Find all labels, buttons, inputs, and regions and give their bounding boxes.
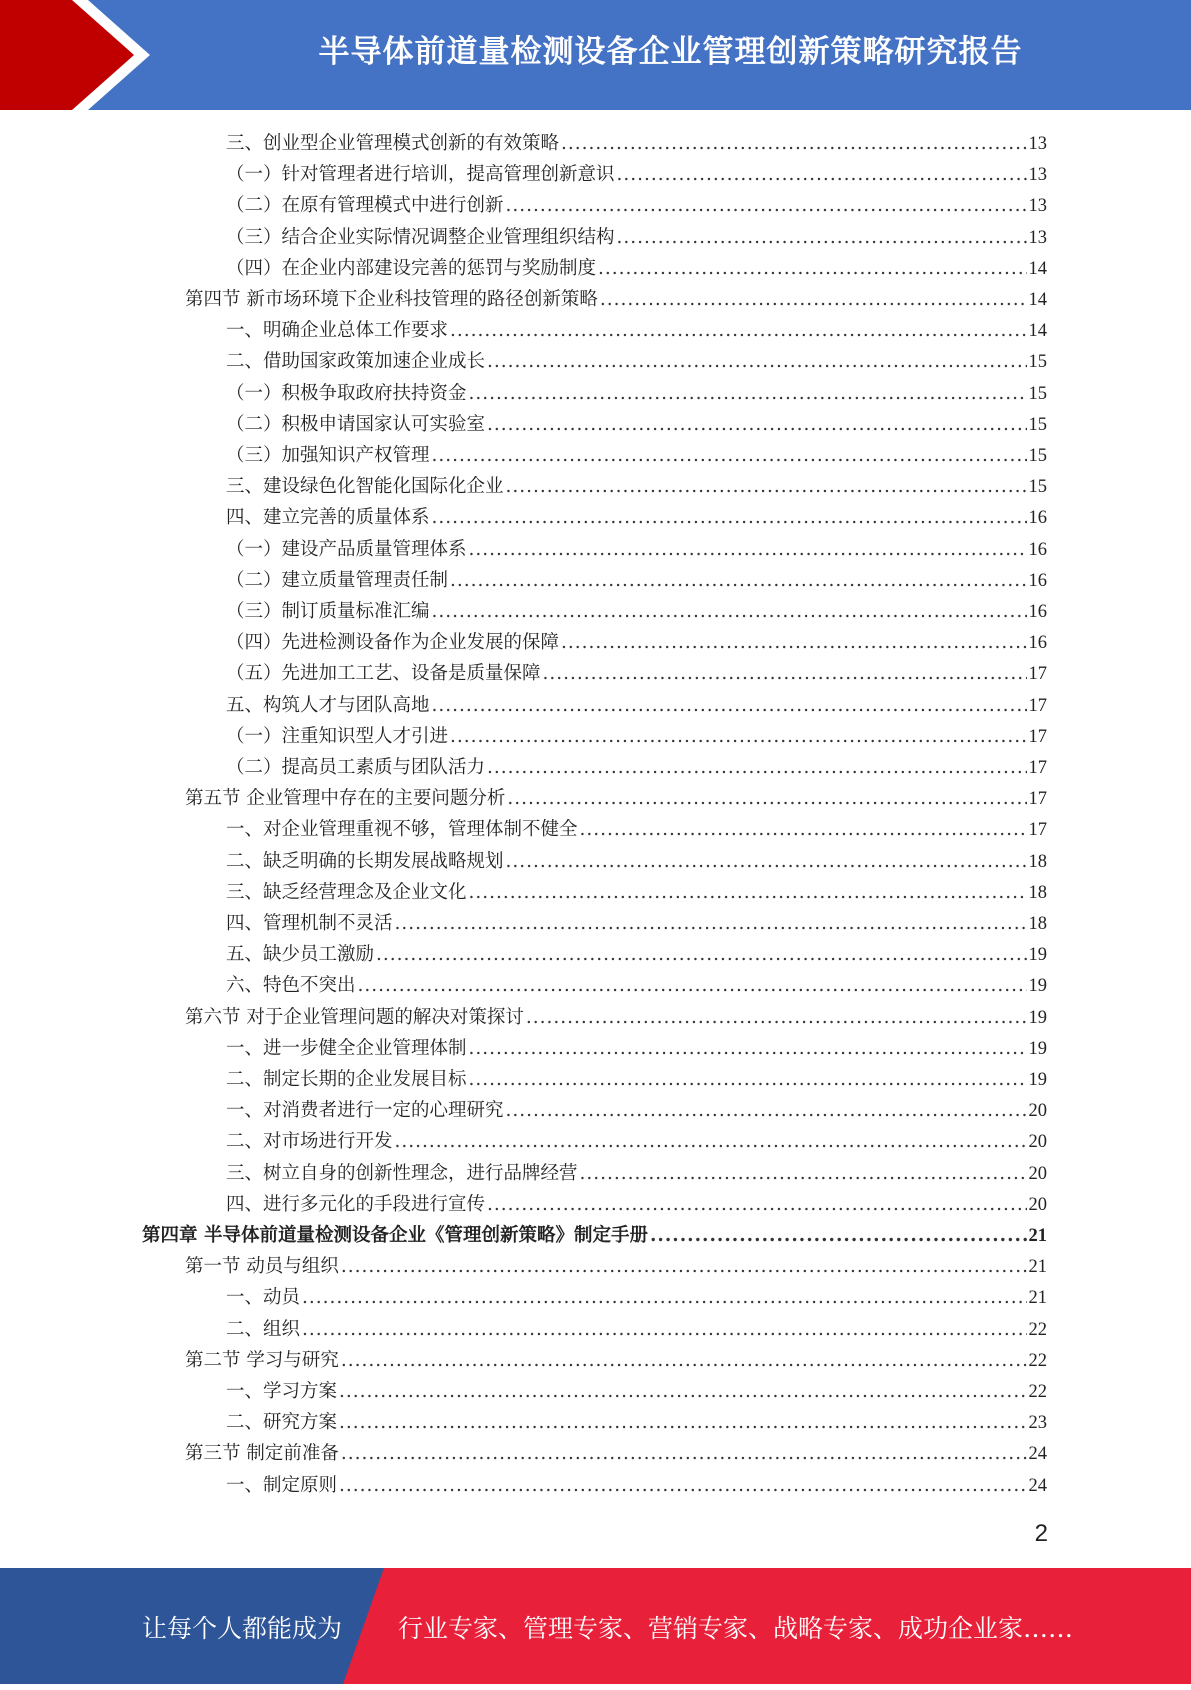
toc-entry-page: 21 (1028, 1288, 1047, 1309)
toc-entry-page: 15 (1028, 414, 1047, 435)
toc-entry[interactable] (226, 596, 1047, 627)
toc-leader-dots (450, 721, 1026, 752)
toc-entry-title: 一、进一步健全企业管理体制 (226, 1037, 467, 1059)
toc-entry-title: 四、建立完善的质量体系 (226, 507, 430, 529)
toc-leader-dots (358, 970, 1027, 1001)
toc-entry[interactable] (226, 222, 1047, 253)
toc-leader-dots (487, 346, 1026, 377)
toc-entry-page: 16 (1028, 633, 1047, 654)
toc-entry-title: （三）加强知识产权管理 (226, 445, 430, 466)
toc-leader-dots (432, 502, 1027, 533)
toc-entry-title: 五、构筑人才与团队高地 (226, 694, 430, 716)
toc-entry-page: 19 (1028, 1070, 1047, 1090)
toc-entry-title: （三）制订质量标准汇编 (226, 601, 430, 622)
toc-entry[interactable] (226, 534, 1047, 565)
toc-entry[interactable] (185, 284, 1047, 315)
toc-entry-page: 18 (1028, 851, 1047, 872)
toc-entry-title: 一、明确企业总体工作要求 (226, 320, 449, 342)
toc-entry-page: 18 (1028, 882, 1047, 903)
toc-entry-title: （三）结合企业实际情况调整企业管理组织结构 (226, 226, 615, 248)
toc-entry[interactable] (226, 565, 1047, 596)
toc-entry-title: 二、研究方案 (226, 1412, 338, 1434)
toc-entry-page: 24 (1028, 1475, 1047, 1496)
toc-entry-page: 20 (1028, 1101, 1047, 1122)
toc-entry[interactable] (226, 1126, 1047, 1157)
toc-entry-title: 第一节 动员与组织 (185, 1256, 339, 1278)
toc-entry[interactable] (226, 939, 1047, 970)
toc-leader-dots (302, 1282, 1026, 1313)
toc-entry-title: （一）建设产品质量管理体系 (226, 538, 467, 560)
toc-entry[interactable] (226, 1470, 1047, 1501)
toc-entry[interactable] (226, 1095, 1047, 1126)
toc-leader-dots (506, 471, 1027, 502)
toc-entry-title: 一、对消费者进行一定的心理研究 (226, 1100, 504, 1122)
toc-entry-title: 第六节 对于企业管理问题的解决对策探讨 (185, 1006, 524, 1028)
toc-leader-dots (507, 783, 1026, 814)
toc-entry-title: （一）注重知识型人才引进 (226, 725, 449, 747)
report-title: 半导体前道量检测设备企业管理创新策略研究报告 (318, 34, 1023, 70)
toc-entry-page: 15 (1028, 477, 1047, 498)
toc-entry-page: 15 (1028, 446, 1047, 466)
toc-entry-page: 17 (1028, 726, 1047, 747)
toc-entry-page: 20 (1028, 1163, 1047, 1184)
toc-entry-page: 16 (1028, 602, 1047, 622)
toc-leader-dots (600, 284, 1027, 315)
toc-entry[interactable] (226, 1282, 1047, 1313)
toc-leader-dots (487, 752, 1026, 783)
toc-entry-title: 第四节 新市场环境下企业科技管理的路径创新策略 (185, 289, 598, 310)
footer-slogan-right: 行业专家、管理专家、营销专家、战略专家、成功企业家…… (398, 1614, 1074, 1643)
toc-entry-title: 一、动员 (226, 1287, 301, 1309)
toc-entry[interactable] (226, 752, 1047, 783)
toc-entry[interactable] (226, 908, 1047, 939)
toc-entry-page: 17 (1028, 664, 1047, 685)
toc-entry-page: 16 (1028, 539, 1047, 560)
toc-entry[interactable] (226, 253, 1047, 284)
toc-leader-dots (339, 1376, 1026, 1407)
toc-leader-dots (341, 1345, 1027, 1376)
toc-entry-page: 17 (1028, 820, 1047, 841)
toc-leader-dots (580, 1158, 1027, 1189)
toc-leader-dots (580, 814, 1027, 845)
toc-leader-dots (469, 378, 1027, 409)
toc-entry-page: 24 (1028, 1444, 1047, 1465)
toc-leader-dots (339, 1470, 1026, 1501)
toc-leader-dots (469, 1064, 1027, 1095)
toc-entry-page: 19 (1028, 1007, 1047, 1028)
toc-entry-title: （一）针对管理者进行培训，提高管理创新意识 (226, 164, 615, 186)
toc-leader-dots (450, 565, 1026, 596)
toc-entry-title: 三、缺乏经营理念及企业文化 (226, 881, 467, 903)
page-number: 2 (1034, 1520, 1048, 1547)
toc-entry-title: 四、进行多元化的手段进行宣传 (226, 1193, 486, 1215)
toc-entry-page: 13 (1028, 165, 1047, 186)
toc-entry-title: 二、制定长期的企业发展目标 (226, 1069, 467, 1090)
toc-entry[interactable] (226, 721, 1047, 752)
toc-entry-page: 13 (1028, 134, 1047, 154)
toc-entry-title: 一、对企业管理重视不够，管理体制不健全 (226, 819, 578, 841)
toc-entry[interactable] (226, 1033, 1047, 1064)
toc-entry-page: 15 (1028, 352, 1047, 373)
toc-entry[interactable] (226, 440, 1047, 471)
toc-entry-page: 20 (1028, 1194, 1047, 1215)
toc-entry-title: （二）提高员工素质与团队活力 (226, 757, 486, 778)
toc-leader-dots (526, 1002, 1027, 1033)
toc-entry-title: 第三节 制定前准备 (185, 1443, 339, 1465)
toc-leader-dots (469, 877, 1027, 908)
toc-leader-dots (561, 128, 1026, 159)
toc-entry-title: 四、管理机制不灵活 (226, 913, 393, 934)
toc-leader-dots (450, 315, 1026, 346)
toc-entry-page: 13 (1028, 227, 1047, 248)
toc-entry[interactable] (185, 783, 1047, 814)
toc-entry-page: 14 (1028, 290, 1047, 310)
toc-entry-title: 五、缺少员工激励 (226, 944, 375, 966)
toc-entry-page: 14 (1028, 258, 1047, 279)
toc-entry-title: 二、组织 (226, 1318, 301, 1340)
toc-entry-title: （五）先进加工工艺、设备是质量保障 (226, 663, 541, 685)
toc-entry-title: 二、借助国家政策加速企业成长 (226, 351, 486, 373)
toc-entry[interactable] (226, 846, 1047, 877)
toc-entry-page: 19 (1028, 1038, 1047, 1059)
toc-entry-page: 18 (1028, 914, 1047, 934)
toc-entry-page: 17 (1028, 758, 1047, 778)
toc-entry-title: 三、树立自身的创新性理念，进行品牌经营 (226, 1162, 578, 1184)
toc-entry[interactable] (226, 159, 1047, 190)
toc-entry-page: 21 (1028, 1257, 1047, 1278)
toc-leader-dots (469, 534, 1027, 565)
toc-entry-page: 16 (1028, 508, 1047, 529)
toc-leader-dots (469, 1033, 1027, 1064)
toc-entry[interactable] (226, 128, 1047, 159)
toc-entry-title: （二）积极申请国家认可实验室 (226, 413, 486, 435)
toc-leader-dots (487, 1189, 1026, 1220)
toc-entry-title: （一）积极争取政府扶持资金 (226, 382, 467, 404)
toc-leader-dots (506, 1095, 1027, 1126)
toc-entry[interactable] (226, 1189, 1047, 1220)
toc-entry-title: 三、建设绿色化智能化国际化企业 (226, 476, 504, 498)
toc-entry-page: 22 (1028, 1350, 1047, 1371)
toc-entry[interactable] (226, 315, 1047, 346)
toc-leader-dots (395, 908, 1027, 939)
toc-leader-dots (302, 1314, 1026, 1345)
toc-entry-page: 21 (1028, 1226, 1047, 1246)
toc-entry-page: 19 (1028, 945, 1047, 966)
toc-entry-title: 第二节 学习与研究 (185, 1349, 339, 1371)
toc-entry[interactable] (185, 1345, 1047, 1376)
toc-leader-dots (543, 658, 1027, 689)
toc-entry[interactable] (226, 190, 1047, 221)
toc-entry-page: 17 (1028, 789, 1047, 810)
toc-entry[interactable] (226, 346, 1047, 377)
toc-entry-title: 一、学习方案 (226, 1381, 338, 1402)
toc-entry-title: （四）先进检测设备作为企业发展的保障 (226, 632, 560, 654)
toc-leader-dots (487, 409, 1026, 440)
toc-leader-dots (341, 1251, 1027, 1282)
toc-entry[interactable] (226, 1158, 1047, 1189)
toc-entry[interactable] (226, 877, 1047, 908)
toc-entry-title: 第四章 半导体前道量检测设备企业《管理创新策略》制定手册 (142, 1225, 648, 1246)
toc-entry[interactable] (226, 658, 1047, 689)
toc-entry[interactable] (185, 1251, 1047, 1282)
toc-entry-page: 17 (1028, 695, 1047, 716)
toc-entry[interactable] (226, 627, 1047, 658)
toc-leader-dots (650, 1220, 1027, 1251)
toc-entry-title: 三、创业型企业管理模式创新的有效策略 (226, 133, 560, 154)
toc-entry-page: 19 (1028, 976, 1047, 997)
toc-entry[interactable] (226, 814, 1047, 845)
toc-entry-page: 23 (1028, 1413, 1047, 1434)
page-header (0, 0, 1191, 110)
footer-slogan-left: 让每个人都能成为 (142, 1614, 343, 1643)
toc-entry[interactable] (185, 1002, 1047, 1033)
toc-entry-page: 13 (1028, 196, 1047, 217)
toc-leader-dots (506, 190, 1027, 221)
toc-entry[interactable] (185, 1438, 1047, 1469)
toc-entry[interactable] (226, 970, 1047, 1001)
toc-leader-dots (506, 846, 1027, 877)
toc-entry-page: 16 (1028, 570, 1047, 591)
page-footer (0, 1568, 1191, 1684)
toc-entry[interactable] (226, 409, 1047, 440)
toc-entry-title: （二）建立质量管理责任制 (226, 569, 449, 591)
toc-entry-title: 一、制定原则 (226, 1474, 338, 1496)
toc-entry-title: 六、特色不突出 (226, 975, 356, 997)
toc-leader-dots (617, 222, 1027, 253)
toc-entry[interactable] (226, 502, 1047, 533)
toc-entry-page: 22 (1028, 1319, 1047, 1340)
toc-entry-page: 14 (1028, 321, 1047, 342)
toc-entry[interactable] (226, 1376, 1047, 1407)
toc-entry-title: （二）在原有管理模式中进行创新 (226, 195, 504, 217)
toc-leader-dots (432, 690, 1027, 721)
toc-leader-dots (561, 627, 1026, 658)
toc-entry-page: 15 (1028, 383, 1047, 404)
toc-leader-dots (395, 1126, 1027, 1157)
toc-leader-dots (432, 596, 1027, 627)
toc-entry[interactable] (226, 690, 1047, 721)
toc-leader-dots (341, 1438, 1027, 1469)
toc-entry[interactable] (226, 378, 1047, 409)
toc-entry-page: 20 (1028, 1132, 1047, 1153)
toc-entry[interactable] (226, 1407, 1047, 1438)
toc-entry-title: 第五节 企业管理中存在的主要问题分析 (185, 788, 506, 810)
toc-leader-dots (339, 1407, 1026, 1438)
toc-entry-title: （四）在企业内部建设完善的惩罚与奖励制度 (226, 257, 597, 279)
toc-leader-dots (617, 159, 1027, 190)
toc-leader-dots (598, 253, 1026, 284)
toc-leader-dots (376, 939, 1026, 970)
toc-entry[interactable] (226, 1064, 1047, 1095)
toc-entry-title: 二、对市场进行开发 (226, 1131, 393, 1153)
toc-entry[interactable] (142, 1220, 1047, 1251)
toc-entry-title: 二、缺乏明确的长期发展战略规划 (226, 850, 504, 872)
toc-entry[interactable] (226, 1314, 1047, 1345)
toc-entry[interactable] (226, 471, 1047, 502)
toc-leader-dots (432, 440, 1027, 471)
toc-entry-page: 22 (1028, 1382, 1047, 1402)
